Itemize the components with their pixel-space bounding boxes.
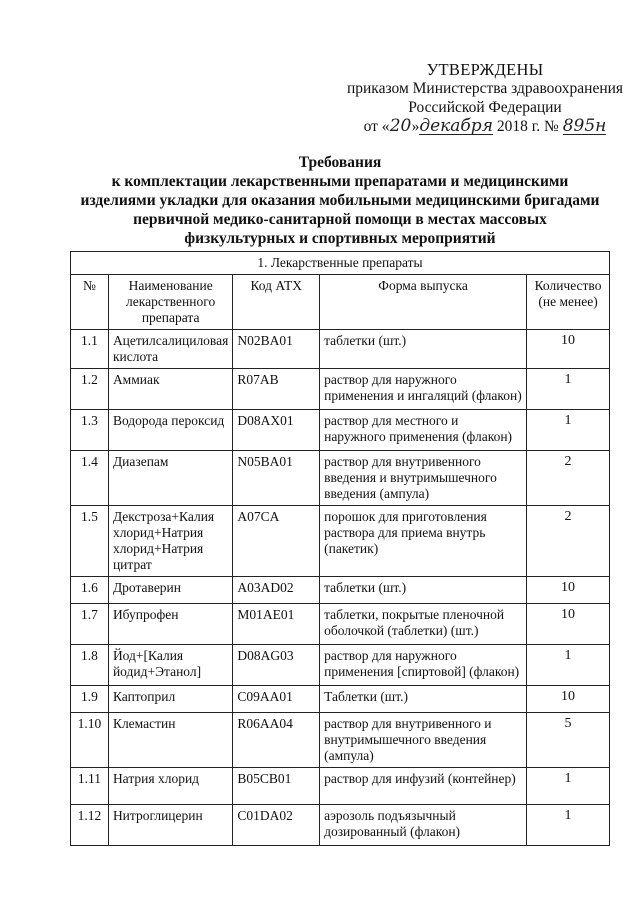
approval-title: УТВЕРЖДЕНЫ (426, 60, 544, 79)
row-qty: 5 (527, 713, 610, 768)
section-row (71, 252, 610, 275)
approval-block (330, 60, 640, 136)
row-qty: 10 (527, 686, 610, 713)
header-num: № (71, 275, 109, 330)
row-num: 1.6 (71, 577, 109, 604)
row-atx: D08AG03 (233, 645, 320, 686)
row-num: 1.4 (71, 451, 109, 506)
header-form: Форма выпуска (320, 275, 527, 330)
row-atx: R07AB (233, 369, 320, 410)
row-atx: R06AA04 (233, 713, 320, 768)
date-prefix: от « (363, 118, 390, 135)
row-num: 1.5 (71, 506, 109, 577)
row-form: таблетки (шт.) (320, 330, 527, 369)
header-atx: Код АТХ (233, 275, 320, 330)
row-qty: 10 (527, 577, 610, 604)
row-name: Йод+[Калия йодид+Этанол] (108, 645, 232, 686)
row-form: таблетки (шт.) (320, 577, 527, 604)
row-form: раствор для наружного применения и ингаляций (флакон) (320, 369, 527, 410)
row-atx: N05BA01 (233, 451, 320, 506)
row-name: Нитроглицерин (108, 805, 232, 846)
row-qty: 1 (527, 645, 610, 686)
row-num: 1.10 (71, 713, 109, 768)
date-quote-close: » (411, 118, 420, 135)
row-name: Декстроза+Калия хлорид+Натрия хлорид+Натрия цитрат (108, 506, 232, 577)
heading-line-3: первичной медико-санитарной помощи в местах массовых (133, 211, 547, 228)
row-name: Ацетилсалициловая кислота (108, 330, 232, 369)
row-qty: 1 (527, 369, 610, 410)
header-qty: Количество (не менее) (527, 275, 610, 330)
handwritten-month: декабря (419, 116, 493, 136)
header-row (71, 275, 610, 330)
row-atx: A07CA (233, 506, 320, 577)
row-name: Аммиак (108, 369, 232, 410)
table-row (71, 451, 610, 506)
row-atx: B05CB01 (233, 768, 320, 805)
row-qty: 10 (527, 604, 610, 645)
row-form: раствор для местного и наружного применения (флакон) (320, 410, 527, 451)
row-name: Водорода пероксид (108, 410, 232, 451)
approval-country-line: Российской Федерации (408, 99, 562, 116)
row-atx: M01AE01 (233, 604, 320, 645)
row-form: таблетки, покрытые пленочной оболочкой (таблетки) (шт.) (320, 604, 527, 645)
row-atx: C01DA02 (233, 805, 320, 846)
row-num: 1.3 (71, 410, 109, 451)
row-atx: N02BA01 (233, 330, 320, 369)
row-name: Дротаверин (108, 577, 232, 604)
row-num: 1.9 (71, 686, 109, 713)
row-name: Натрия хлорид (108, 768, 232, 805)
row-name: Каптоприл (108, 686, 232, 713)
table-row (71, 577, 610, 604)
row-form: аэрозоль подъязычный дозированный (флакон) (320, 805, 527, 846)
handwritten-day: 20 (389, 116, 412, 136)
row-form: раствор для внутривенного введения и внутримышечного введения (ампула) (320, 451, 527, 506)
table-row (71, 330, 610, 369)
table-row (71, 805, 610, 846)
table-row (71, 768, 610, 805)
row-form: раствор для наружного применения [спиртовой] (флакон) (320, 645, 527, 686)
row-form: Таблетки (шт.) (320, 686, 527, 713)
section-title: 1. Лекарственные препараты (71, 252, 610, 275)
row-qty: 1 (527, 410, 610, 451)
row-atx: D08AX01 (233, 410, 320, 451)
heading-title: Требования (298, 154, 382, 171)
row-qty: 10 (527, 330, 610, 369)
row-atx: C09AA01 (233, 686, 320, 713)
heading-line-4: физкультурных и спортивных мероприятий (184, 230, 496, 247)
row-num: 1.8 (71, 645, 109, 686)
approval-order-line: приказом Министерства здравоохранения (346, 80, 624, 97)
heading-line-2: изделиями укладки для оказания мобильными медицинскими бригадами (80, 192, 600, 209)
row-qty: 2 (527, 506, 610, 577)
drugs-table (70, 251, 610, 846)
row-form: порошок для приготовления раствора для приема внутрь (пакетик) (320, 506, 527, 577)
row-name: Диазепам (108, 451, 232, 506)
table-row (71, 713, 610, 768)
row-name: Ибупрофен (108, 604, 232, 645)
handwritten-order-number: 895н (562, 116, 607, 136)
row-num: 1.2 (71, 369, 109, 410)
row-num: 1.1 (71, 330, 109, 369)
row-qty: 1 (527, 768, 610, 805)
document-heading (60, 153, 620, 248)
row-form: раствор для инфузий (контейнер) (320, 768, 527, 805)
row-qty: 2 (527, 451, 610, 506)
row-num: 1.7 (71, 604, 109, 645)
table-row (71, 686, 610, 713)
table-row (71, 645, 610, 686)
table-row (71, 369, 610, 410)
row-atx: A03AD02 (233, 577, 320, 604)
table-row (71, 604, 610, 645)
row-form: раствор для внутривенного и внутримышечного введения (ампула) (320, 713, 527, 768)
approval-date-line (330, 117, 640, 136)
year-text: 2018 г. № (496, 118, 559, 135)
header-name: Наименование лекарственного препарата (108, 275, 232, 330)
row-qty: 1 (527, 805, 610, 846)
row-num: 1.11 (71, 768, 109, 805)
table-row (71, 506, 610, 577)
heading-line-1: к комплектации лекарственными препаратами и медицинскими (111, 173, 569, 190)
row-name: Клемастин (108, 713, 232, 768)
table-row (71, 410, 610, 451)
row-num: 1.12 (71, 805, 109, 846)
